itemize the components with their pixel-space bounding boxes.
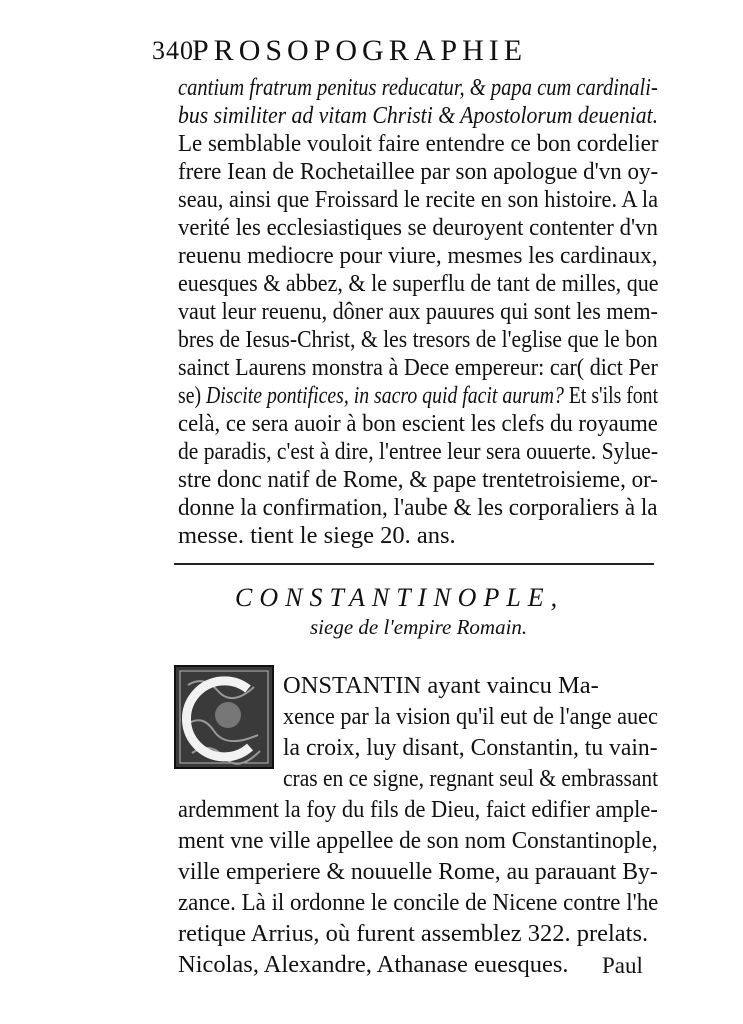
section-subtitle: siege de l'empire Romain. — [310, 615, 528, 639]
text-line: la croix, luy disant, Constantin, tu vain- — [283, 734, 658, 761]
text-line: zance. Là il ordonne le concile de Nicene contre l'he — [178, 889, 659, 916]
catchword: Paul — [602, 953, 643, 978]
text-line: cantium fratrum penitus reducatur, & papa cum cardinali- — [178, 74, 658, 101]
text-line: seau, ainsi que Froissard le recite en son histoire. A la — [178, 186, 659, 213]
section-rule — [174, 563, 654, 565]
text-line: de paradis, c'est à dire, l'entree leur sera ouuerte. Sylue- — [178, 438, 659, 465]
text-line: cras en ce signe, regnant seul & embrassant — [283, 765, 659, 792]
text-line: ville emperiere & nouuelle Rome, au parauant By- — [178, 858, 658, 885]
text-line: bus similiter ad vitam Christi & Apostolorum deueniat. — [178, 102, 659, 129]
text-line-mixed — [178, 384, 658, 409]
text-line: messe. tient le siege 20. ans. — [178, 522, 456, 549]
text-line: retique Arrius, où furent assemblez 322. prelats. — [178, 920, 649, 947]
section-title: CONSTANTINOPLE, — [235, 583, 565, 612]
text-line: ment vne ville appellee de son nom Constantinople, — [178, 827, 658, 854]
text-line: bres de Iesus-Christ, & les tresors de l'eglise que le bon — [178, 326, 658, 353]
text-line: ONSTANTIN ayant vaincu Ma- — [283, 672, 599, 699]
text-line: xence par la vision qu'il eut de l'ange auec — [283, 703, 658, 730]
text-line: celà, ce sera auoir à bon escient les clefs du royaume — [178, 410, 658, 437]
page-number: 340 — [152, 36, 194, 65]
text-line: donne la confirmation, l'aube & les corporaliers à la — [178, 494, 658, 521]
latin-quote: Discite pontifices, in sacro quid facit aurum? — [206, 382, 564, 409]
text-line: euesques & abbez, & le superflu de tant de milles, que — [178, 270, 659, 297]
text-line: frere Iean de Rochetaillee par son apologue d'vn oy- — [178, 158, 659, 185]
text-segment: se) — [178, 382, 207, 409]
text-line: Nicolas, Alexandre, Athanase euesques. — [178, 951, 569, 978]
text-line: sainct Laurens monstra à Dece empereur: car( dict Per — [178, 354, 658, 381]
text-segment: Et s'ils font — [563, 382, 659, 409]
running-title: PROSOPOGRAPHIE — [192, 34, 528, 67]
decorated-initial-c-icon — [174, 665, 274, 769]
text-line: Le semblable vouloit faire entendre ce bon cordelier — [178, 130, 659, 157]
text-line: stre donc natif de Rome, & pape trentetroisieme, or- — [178, 466, 658, 493]
text-line: vaut leur reuenu, dôner aux pauures qui sont les mem- — [178, 298, 658, 325]
text-line: verité les ecclesiastiques se deuroyent contenter d'vn — [178, 214, 658, 241]
running-header — [152, 34, 528, 68]
text-line: ardemment la foy du fils de Dieu, faict edifier ample- — [178, 796, 658, 823]
text-line: reuenu mediocre pour viure, mesmes les cardinaux, — [178, 242, 658, 269]
